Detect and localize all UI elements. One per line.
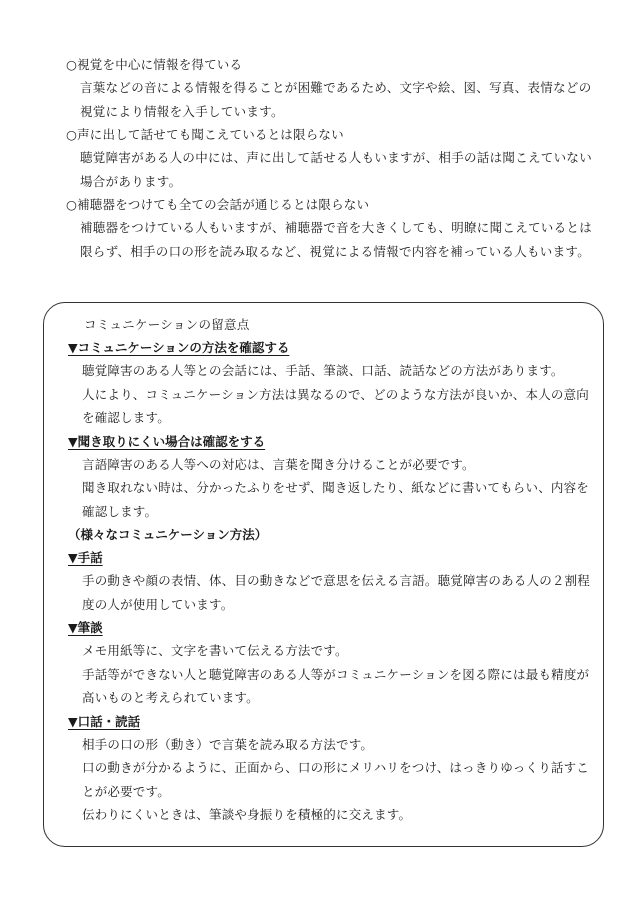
section-heading: ▼コミュニケーションの方法を確認する xyxy=(68,340,290,355)
section xyxy=(68,430,592,524)
intro-item xyxy=(66,124,596,193)
intro-body: 言葉などの音による情報を得ることが困難であるため、文字や絵、図、写真、表情などの視覚により情報を入手しています。 xyxy=(80,80,592,119)
section xyxy=(68,616,592,710)
section-line: 人により、コミュニケーション方法は異なるので、どのような方法が良いか、本人の意向を確認します。 xyxy=(82,386,590,425)
section-line: 言語障害のある人等への対応は、言葉を聞き分けることが必要です。 xyxy=(82,456,475,472)
section-line: 口の動きが分かるように、正面から、口の形にメリハリをつけ、はっきりゆっくり話すことが必要です。 xyxy=(82,760,590,799)
intro-body: 補聴器をつけている人もいますが、補聴器で音を大きくしても、明瞭に聞こえているとは限らず、相手の口の形を読み取るなど、視覚による情報で内容を補っている人もいます。 xyxy=(80,220,593,259)
section-heading: ▼手話 xyxy=(68,550,103,565)
box-title: コミュニケーションの留意点 xyxy=(84,317,250,332)
section-line: 手話等ができない人と聴覚障害のある人等がコミュニケーションを図る際には最も精度が高いものと考えられています。 xyxy=(82,666,590,705)
intro-item xyxy=(66,194,596,263)
methods-subtitle: （様々なコミュニケーション方法） xyxy=(68,527,268,542)
section-line: 聞き取れない時は、分かったふりをせず、聞き返したり、紙などに書いてもらい、内容を確認します。 xyxy=(82,480,590,519)
section xyxy=(68,710,592,827)
intro-body: 聴覚障害がある人の中には、声に出して話せる人もいますが、相手の話は聞こえていない場合があります。 xyxy=(80,150,593,189)
section-heading: ▼聞き取りにくい場合は確認をする xyxy=(68,433,266,449)
section-line: 手の動きや顔の表情、体、目の動きなどで意思を伝える言語。聴覚障害のある人の２割程度の人が使用しています。 xyxy=(82,573,591,612)
section-line: 聴覚障害のある人等との会話には、手話、筆談、口話、読話などの方法があります。 xyxy=(82,363,564,378)
section xyxy=(68,546,592,616)
box-content xyxy=(68,313,592,827)
section xyxy=(68,336,592,430)
intro-heading: ○補聴器をつけても全ての会話が通じるとは限らない xyxy=(66,197,370,212)
intro-heading: ○視覚を中心に情報を得ている xyxy=(66,57,243,72)
intro-item xyxy=(66,54,596,123)
section-heading: ▼筆談 xyxy=(68,620,103,635)
section-line: メモ用紙等に、文字を書いて伝える方法です。 xyxy=(82,643,348,658)
section-line: 相手の口の形（動き）で言葉を読み取る方法です。 xyxy=(82,736,374,752)
communication-notes-box xyxy=(43,302,604,847)
section-line: 伝わりにくいときは、筆談や身振りを積極的に交えます。 xyxy=(82,807,412,822)
section-heading: ▼口話・読話 xyxy=(68,713,141,729)
intro-section xyxy=(66,54,596,264)
intro-heading: ○声に出して話せても聞こえているとは限らない xyxy=(66,127,344,142)
